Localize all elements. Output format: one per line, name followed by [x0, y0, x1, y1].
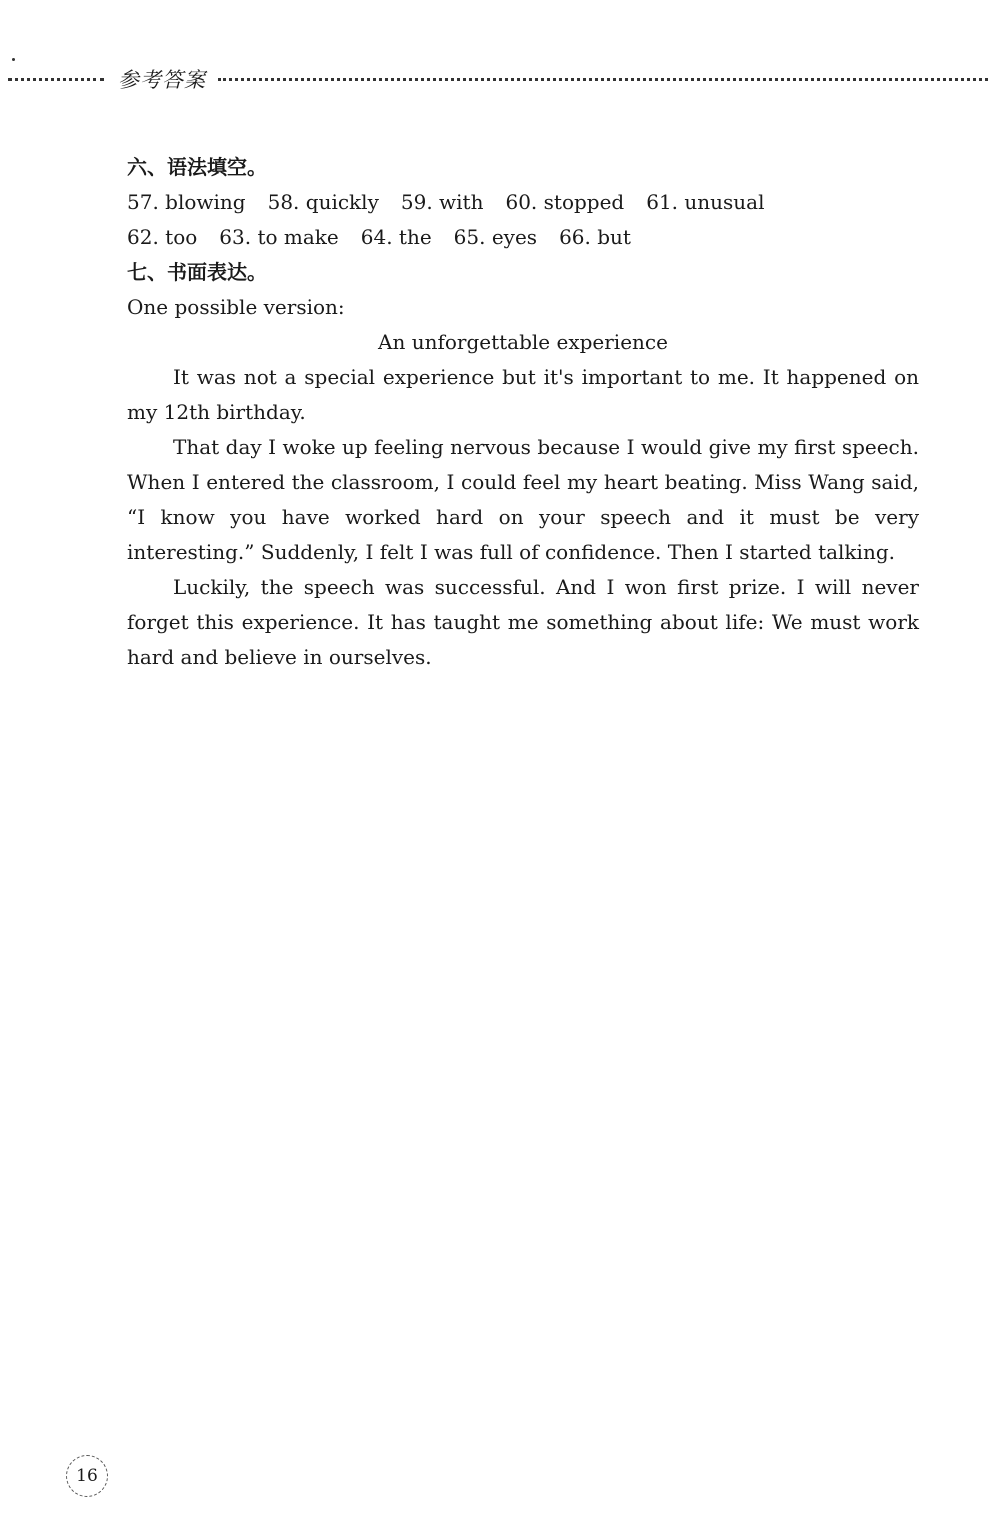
- answer-item: 60. stopped: [505, 190, 625, 214]
- answer-item: 58. quickly: [267, 190, 379, 214]
- answer-row: [127, 185, 919, 220]
- answer-item: 65. eyes: [453, 225, 538, 249]
- header-title: 参考答案: [118, 68, 206, 92]
- page-header: [0, 62, 1000, 102]
- header-dotted-rule-left: [8, 78, 104, 81]
- section-heading-writing: 七、书面表达。: [127, 260, 267, 284]
- answer-item: 66. but: [559, 225, 631, 249]
- header-dotted-rule-right: [218, 78, 988, 81]
- margin-dot: [12, 58, 15, 61]
- essay-intro: One possible version:: [127, 295, 345, 319]
- essay-title: An unforgettable experience: [378, 330, 668, 354]
- answer-item: 59. with: [400, 190, 484, 214]
- answer-content: [127, 150, 919, 675]
- essay-paragraph: Luckily, the speech was successful. And I won first prize. I will never forget this experience. It has taught me something about life: We must work hard and believe in ourselves.: [127, 575, 919, 669]
- essay-paragraph: That day I woke up feeling nervous because I would give my first speech. When I entered the classroom, I could feel my heart beating. Miss Wang said, “I know you have worked hard on your speech and it must be very interesting.” Suddenly, I felt I was full of confidence. Then I started talking.: [127, 435, 919, 564]
- essay-paragraph: It was not a special experience but it's important to me. It happened on my 12th birthday.: [127, 365, 919, 424]
- answer-item: 61. unusual: [646, 190, 765, 214]
- answer-item: 64. the: [360, 225, 432, 249]
- section-heading-grammar-fill: 六、语法填空。: [127, 155, 267, 179]
- answer-row: [127, 220, 919, 255]
- answer-item: 63. to make: [219, 225, 339, 249]
- answer-item: 62. too: [127, 225, 198, 249]
- page-number: 16: [66, 1455, 108, 1497]
- answer-item: 57. blowing: [127, 190, 246, 214]
